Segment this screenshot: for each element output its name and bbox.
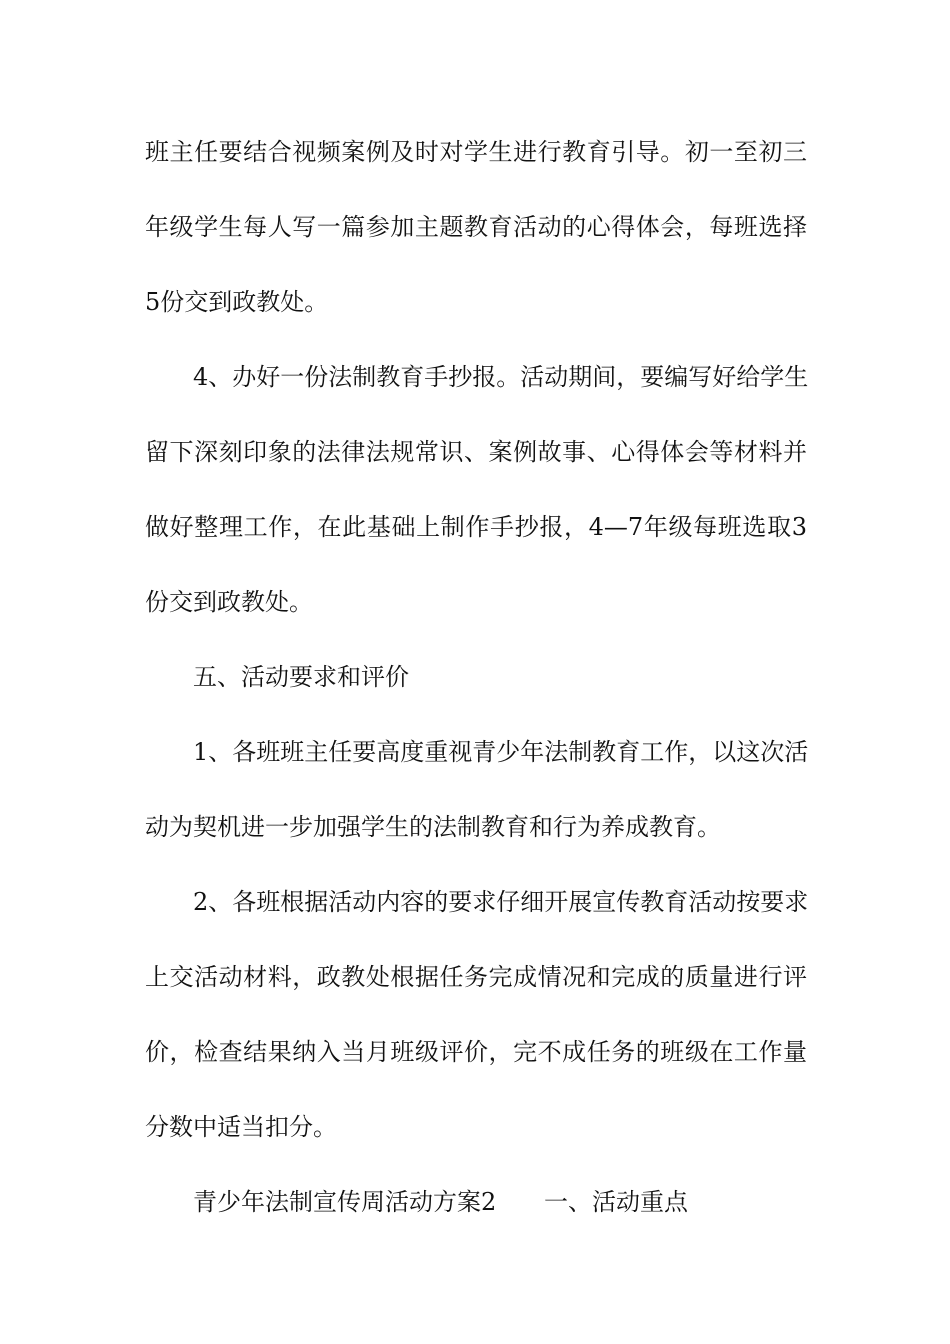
paragraph-line-7: 份交到政教处。: [145, 588, 313, 616]
paragraph-line-11: 2、各班根据活动内容的要求仔细开展宣传教育活动按要求: [193, 888, 809, 916]
paragraph-line-6: 做好整理工作，在此基础上制作手抄报，4—7年级每班选取3: [145, 513, 807, 541]
paragraph-line-4: 4、办好一份法制教育手抄报。活动期间，要编写好给学生: [193, 363, 809, 391]
section-heading: 五、活动要求和评价: [193, 663, 409, 691]
paragraph-line-5: 留下深刻印象的法律法规常识、案例故事、心得体会等材料并: [145, 438, 807, 466]
paragraph-line-10: 动为契机进一步加强学生的法制教育和行为养成教育。: [145, 813, 721, 841]
plan-section-heading: 一、活动重点: [544, 1188, 688, 1216]
paragraph-line-13: 价，检查结果纳入当月班级评价，完不成任务的班级在工作量: [145, 1038, 807, 1066]
plan-title: 青少年法制宣传周活动方案2: [193, 1188, 497, 1216]
paragraph-line-2: 年级学生每人写一篇参加主题教育活动的心得体会，每班选择: [145, 213, 807, 241]
paragraph-line-9: 1、各班班主任要高度重视青少年法制教育工作，以这次活: [193, 738, 809, 766]
paragraph-line-1: 班主任要结合视频案例及时对学生进行教育引导。初一至初三: [145, 138, 807, 166]
paragraph-line-12: 上交活动材料，政教处根据任务完成情况和完成的质量进行评: [145, 963, 807, 991]
paragraph-line-3: 5份交到政教处。: [145, 288, 329, 316]
paragraph-line-14: 分数中适当扣分。: [145, 1113, 337, 1141]
